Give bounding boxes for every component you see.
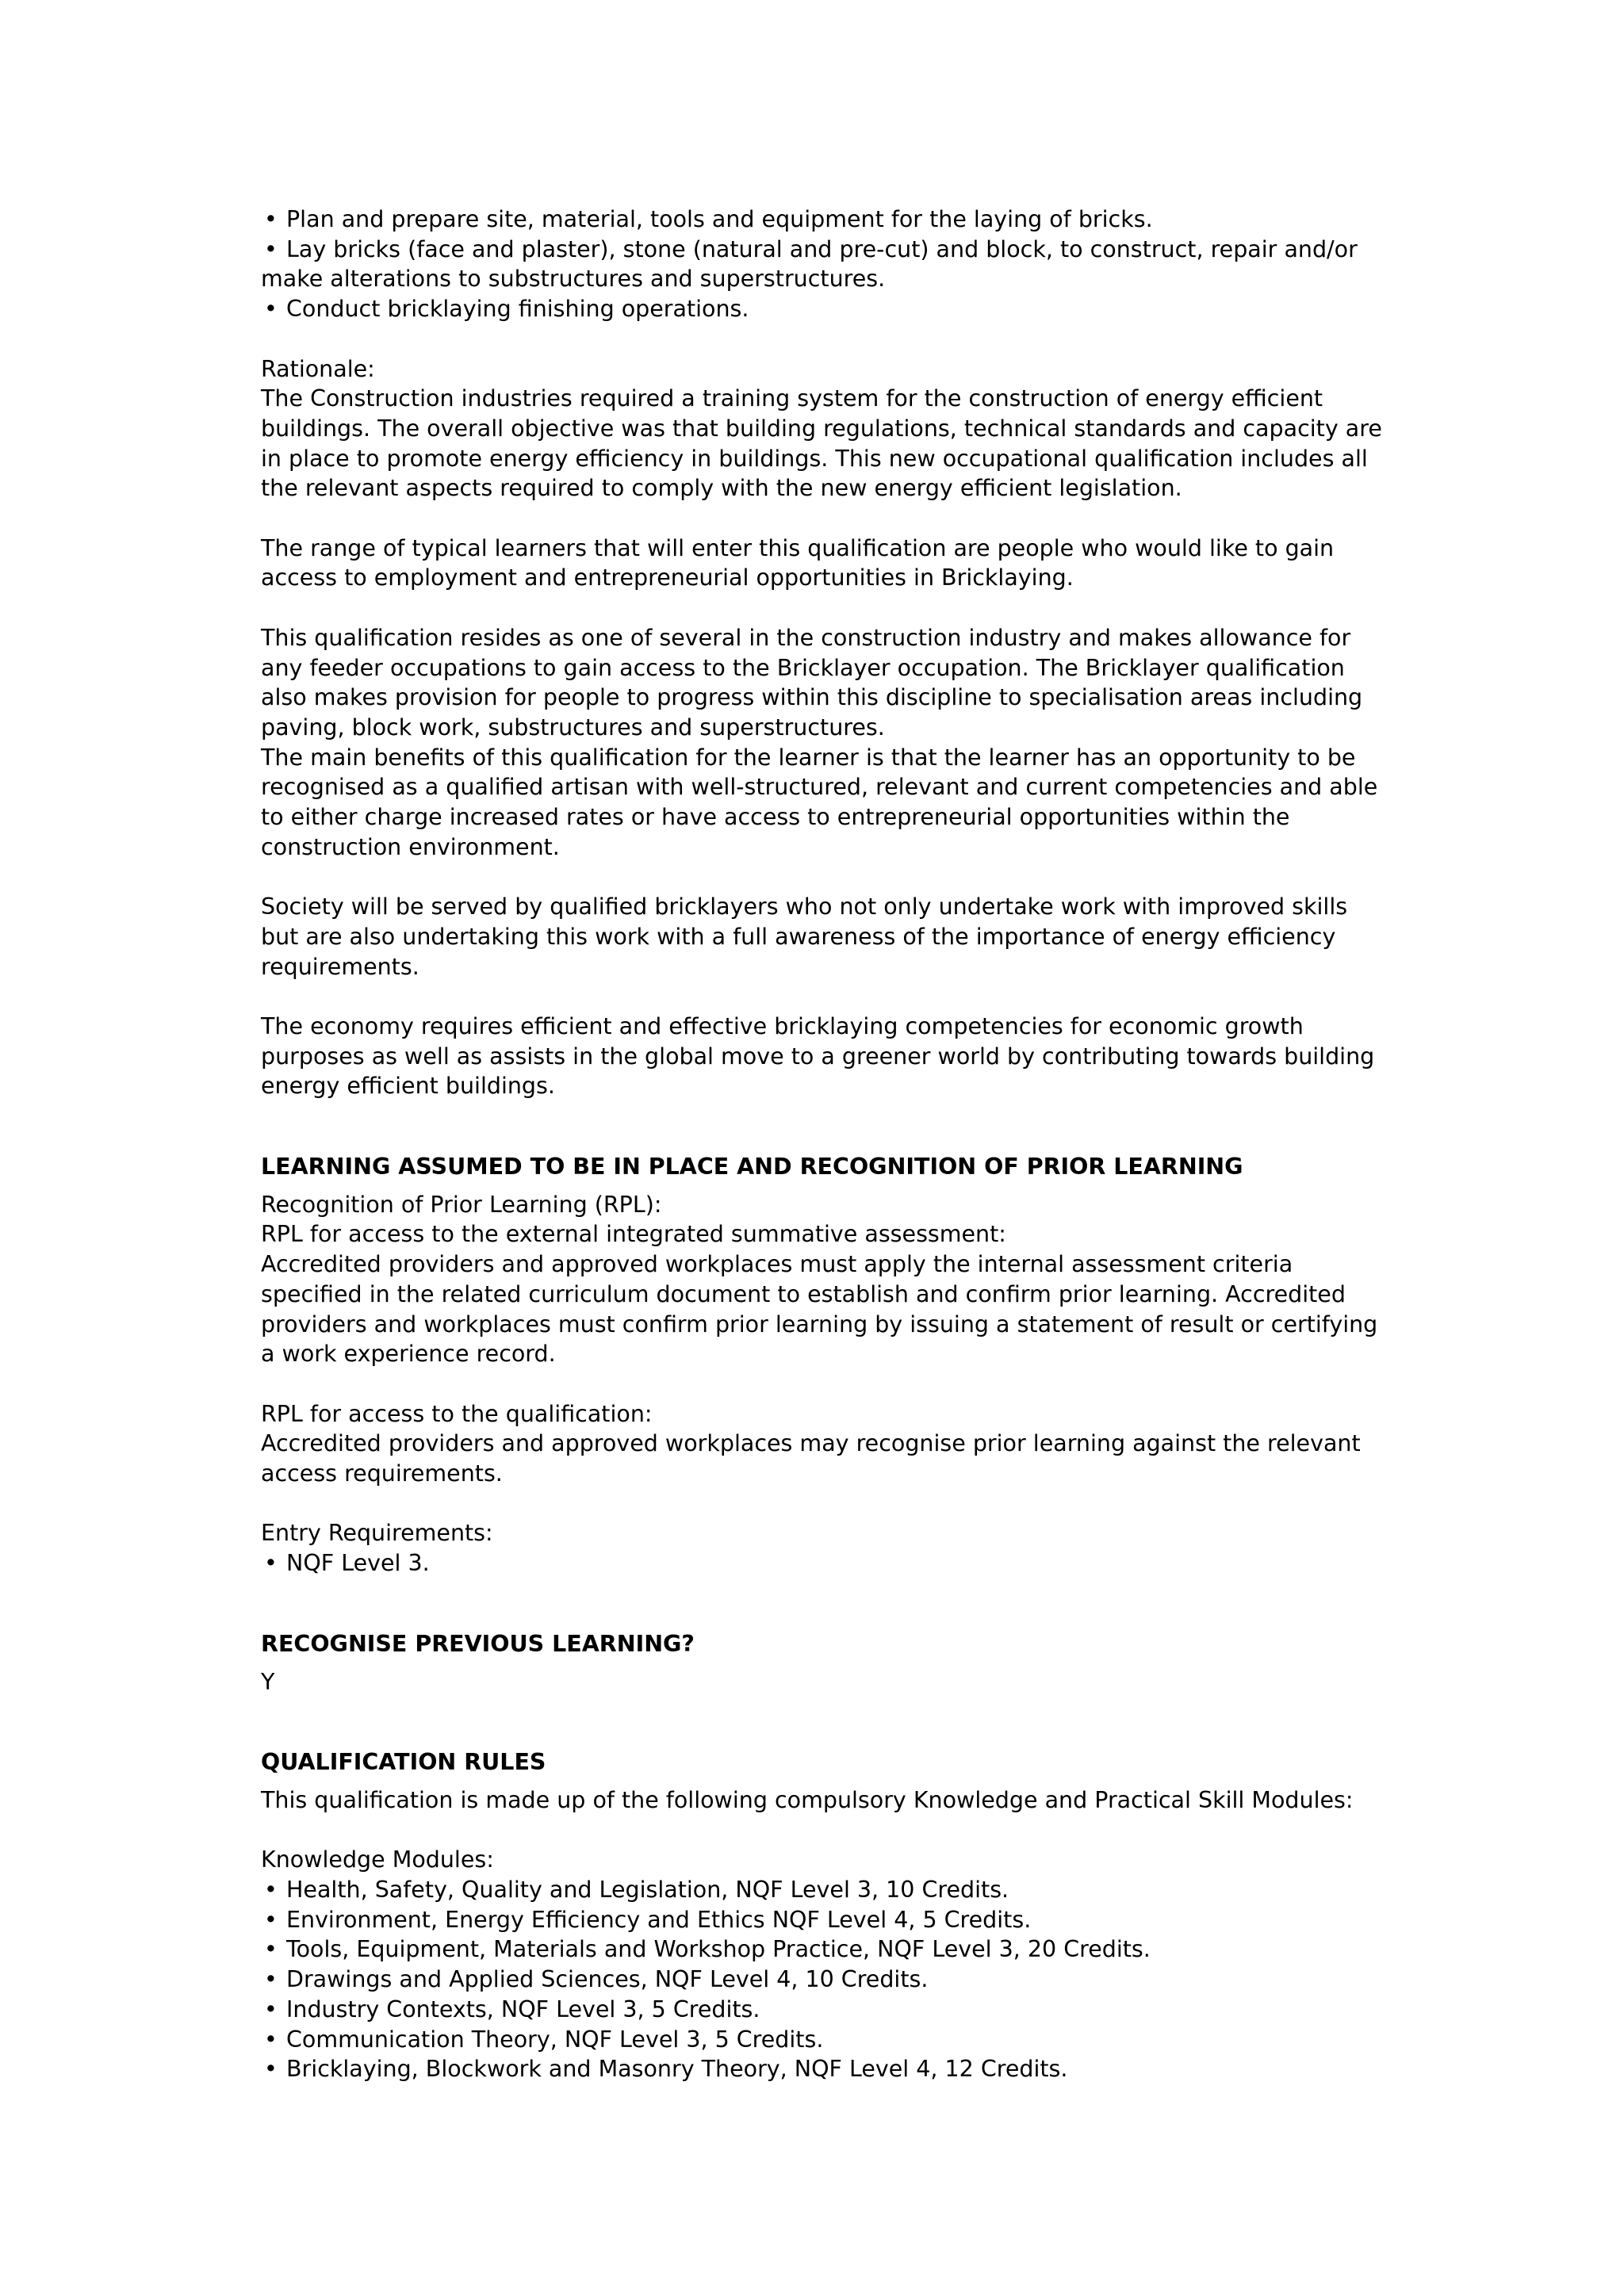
list-item: • Communication Theory, NQF Level 3, 5 Credits. [261,2025,1387,2055]
qualification-rules-intro: This qualification is made up of the following compulsory Knowledge and Practical Skill Modules: [261,1786,1354,1813]
bullet-icon: • [264,2026,278,2053]
section-heading: LEARNING ASSUMED TO BE IN PLACE AND RECOGNITION OF PRIOR LEARNING [261,1154,1243,1181]
list-item: • Environment, Energy Efficiency and Ethics NQF Level 4, 5 Credits. [261,1905,1387,1935]
bullet-icon: • [264,1906,278,1933]
recognise-previous-value: Y [261,1668,275,1695]
list-item: • Tools, Equipment, Materials and Workshop Practice, NQF Level 3, 20 Credits. [261,1934,1387,1965]
list-item: • Health, Safety, Quality and Legislation, NQF Level 3, 10 Credits. [261,1875,1387,1905]
rationale-paragraph: The economy requires efficient and effective bricklaying competencies for economic growth purposes as well as assists in the global move to a greener world by contributing towards building energy efficient buildings. [261,1012,1375,1100]
bullet-icon: • [264,1996,278,2022]
bullet-icon: • [264,235,278,262]
purpose-list [261,205,1387,324]
bullet-icon: • [264,206,278,232]
document-page [261,205,1387,2084]
rationale-paragraph: The Construction industries required a training system for the construction of energy efficient buildings. The overall objective was that building regulations, technical standards and capacity are in place to promote energy efficiency in buildings. This new occupational qualification includes all the relevant aspects required to comply with the new energy efficient legislation. [261,385,1382,502]
rationale-paragraph: The range of typical learners that will enter this qualification are people who would like to gain access to employment and entrepreneurial opportunities in Bricklaying. [261,534,1335,591]
rationale-paragraph: The main benefits of this qualification for the learner is that the learner has an opportunity to be recognised as a qualified artisan with well-structured, relevant and current competencies and able to either charge increased rates or have access to entrepreneurial opportunities within the construction environment. [261,744,1378,860]
knowledge-modules-label: Knowledge Modules: [261,1846,494,1873]
list-item: • Lay bricks (face and plaster), stone (natural and pre-cut) and block, to construct, repair and/or make alterations to substructures and superstructures. [261,235,1358,293]
rpl-qualification-label: RPL for access to the qualification: [261,1400,653,1427]
rpl-external-label: RPL for access to the external integrated summative assessment: [261,1221,1006,1248]
bullet-icon: • [264,1966,278,1993]
list-item: • Bricklaying, Blockwork and Masonry Theory, NQF Level 4, 12 Credits. [261,2054,1387,2084]
entry-requirements-list [261,1548,1387,1578]
rpl-external-text: Accredited providers and approved workplaces must apply the internal assessment criteria specified in the related curriculum document to establish and confirm prior learning. Accredited providers and workplaces must confirm prior learning by issuing a statement of result or certifying a work experience record. [261,1251,1378,1368]
rationale-label: Rationale: [261,355,375,382]
list-item: • Conduct bricklaying finishing operations. [261,294,1387,324]
rationale-paragraph: This qualification resides as one of several in the construction industry and makes allowance for any feeder occupations to gain access to the Bricklayer occupation. The Bricklayer qualification also makes provision for people to progress within this discipline to specialisation areas including paving, block work, substructures and superstructures. [261,624,1363,740]
bullet-icon: • [264,2056,278,2083]
bullet-icon: • [264,296,278,323]
list-item: • Drawings and Applied Sciences, NQF Level 4, 10 Credits. [261,1965,1387,1995]
bullet-icon: • [264,1877,278,1904]
section-heading: QUALIFICATION RULES [261,1749,546,1776]
section-heading: RECOGNISE PREVIOUS LEARNING? [261,1630,695,1657]
list-item: • Industry Contexts, NQF Level 3, 5 Credits. [261,1995,1387,2025]
list-item: • NQF Level 3. [261,1548,1387,1578]
rpl-label: Recognition of Prior Learning (RPL): [261,1191,662,1218]
bullet-icon: • [264,1550,278,1577]
rpl-qualification-text: Accredited providers and approved workplaces may recognise prior learning against the relevant access requirements. [261,1430,1361,1487]
knowledge-modules-list [261,1875,1387,2084]
list-item: • Plan and prepare site, material, tools and equipment for the laying of bricks. [261,205,1387,235]
bullet-icon: • [264,1936,278,1963]
entry-requirements-label: Entry Requirements: [261,1520,493,1547]
rationale-paragraph: Society will be served by qualified bricklayers who not only undertake work with improved skills but are also undertaking this work with a full awareness of the importance of energy efficiency requirements. [261,894,1348,980]
